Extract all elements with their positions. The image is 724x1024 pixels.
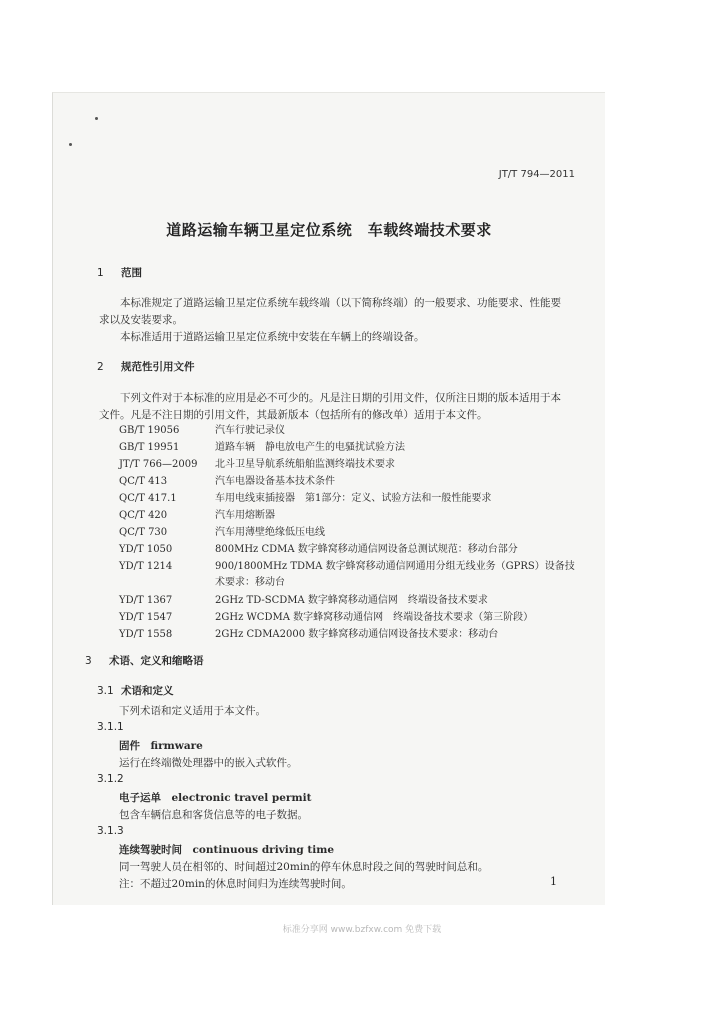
section-1-heading: 1 范围 [97, 267, 142, 279]
section-2-intro: 下列文件对于本标准的应用是必不可少的。凡是注日期的引用文件，仅所注日期的版本适用于本文件。凡是不注日期的引用文件，其最新版本（包括所有的修改单）适用于本文件。 [99, 392, 561, 421]
reference-title: 900/1800MHz TDMA 数字蜂窝移动通信网通用分组无线业务（GPRS）设备技术要求：移动台 [215, 561, 575, 588]
term-definition: 运行在终端微处理器中的嵌入式软件。 [119, 757, 298, 769]
reference-code: GB/T 19951 [119, 442, 180, 453]
reference-title: 2GHz TD-SCDMA 数字蜂窝移动通信网 终端设备技术要求 [215, 595, 488, 606]
standard-code: JT/T 794—2011 [498, 169, 575, 180]
term-number: 3.1.1 [97, 721, 124, 733]
page-number: 1 [550, 875, 557, 888]
scan-speck [95, 117, 98, 120]
reference-code: QC/T 420 [119, 510, 168, 521]
reference-code: YD/T 1558 [119, 629, 173, 640]
document-page [52, 92, 605, 905]
reference-code: QC/T 417.1 [119, 493, 177, 504]
term-number: 3.1.2 [97, 773, 124, 785]
reference-title: 800MHz CDMA 数字蜂窝移动通信网设备总测试规范：移动台部分 [215, 544, 518, 555]
reference-code: YD/T 1214 [119, 561, 173, 572]
document-title: 道路运输车辆卫星定位系统 车载终端技术要求 [166, 221, 492, 239]
section-2-heading: 2 规范性引用文件 [97, 361, 195, 373]
section-1-paragraph-2: 本标准适用于道路运输卫星定位系统中安装在车辆上的终端设备。 [120, 331, 425, 343]
term-name: 连续驾驶时间 continuous driving time [119, 844, 335, 856]
scan-speck [69, 143, 72, 146]
section-3-heading: 3 术语、定义和缩略语 [85, 655, 204, 667]
subsection-3-1-intro: 下列术语和定义适用于本文件。 [119, 705, 266, 717]
subsection-3-1-heading: 3.1 术语和定义 [97, 685, 174, 697]
reference-code: YD/T 1547 [119, 612, 173, 623]
reference-title: 车用电线束插接器 第1部分：定义、试验方法和一般性能要求 [215, 493, 492, 504]
reference-code: QC/T 413 [119, 476, 168, 487]
reference-code: YD/T 1367 [119, 595, 173, 606]
reference-title: 汽车用熔断器 [215, 510, 275, 521]
reference-title: 道路车辆 静电放电产生的电骚扰试验方法 [215, 442, 405, 453]
term-definition: 同一驾驶人员在相邻的、时间超过20min的停车休息时段之间的驾驶时间总和。 [119, 861, 489, 873]
reference-code: QC/T 730 [119, 527, 168, 538]
term-name: 电子运单 electronic travel permit [119, 792, 312, 804]
reference-title: 汽车用薄壁绝缘低压电线 [215, 527, 325, 538]
reference-title: 2GHz CDMA2000 数字蜂窝移动通信网设备技术要求：移动台 [215, 629, 499, 640]
watermark: 标准分享网 www.bzfxw.com 免费下载 [282, 925, 442, 935]
reference-code: GB/T 19056 [119, 425, 180, 436]
reference-title: 北斗卫星导航系统船舶监测终端技术要求 [215, 459, 395, 470]
reference-code: JT/T 766—2009 [119, 459, 198, 470]
reference-title: 汽车行驶记录仪 [215, 425, 285, 436]
term-note: 注：不超过20min的休息时间归为连续驾驶时间。 [119, 878, 352, 890]
reference-code: YD/T 1050 [119, 544, 173, 555]
reference-title: 汽车电器设备基本技术条件 [215, 476, 335, 487]
term-definition: 包含车辆信息和客货信息等的电子数据。 [119, 809, 308, 821]
term-name: 固件 firmware [119, 740, 203, 752]
term-number: 3.1.3 [97, 825, 124, 837]
section-1-paragraph-1: 本标准规定了道路运输卫星定位系统车载终端（以下简称终端）的一般要求、功能要求、性能要求以及安装要求。 [99, 297, 561, 326]
reference-title: 2GHz WCDMA 数字蜂窝移动通信网 终端设备技术要求（第三阶段） [215, 612, 534, 623]
